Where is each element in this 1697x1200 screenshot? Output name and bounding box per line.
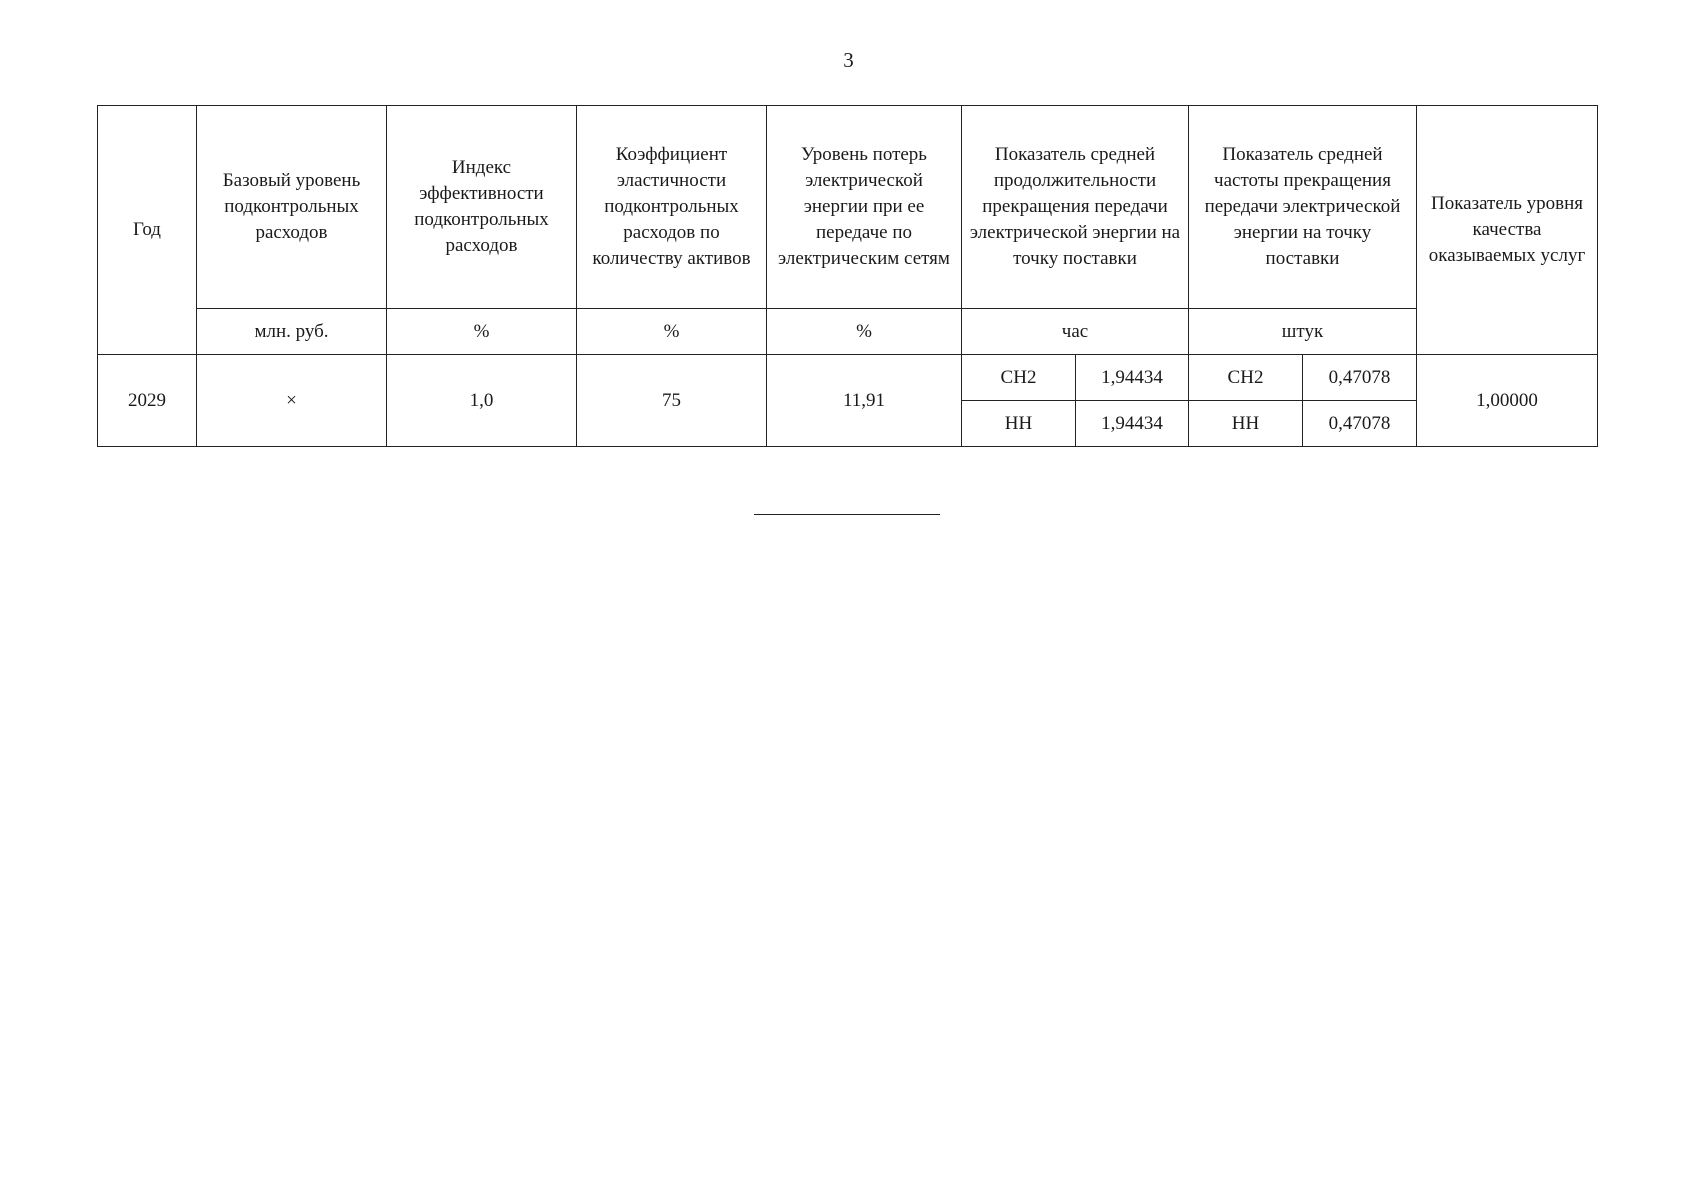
cell-duration-value: 1,94434	[1076, 355, 1189, 401]
cell-elasticity: 75	[577, 355, 767, 447]
page-number: 3	[843, 48, 854, 72]
unit-base-level: млн. руб.	[197, 309, 387, 355]
cell-frequency-value: 0,47078	[1303, 355, 1417, 401]
unit-frequency: штук	[1189, 309, 1417, 355]
header-losses: Уровень потерь электрической энергии при ее передаче по электрическим сетям	[767, 106, 962, 309]
units-row	[98, 309, 1598, 355]
cell-duration-value: 1,94434	[1076, 401, 1189, 447]
header-elasticity: Коэффициент эластичности подконтрольных расходов по количеству активов	[577, 106, 767, 309]
unit-elasticity: %	[577, 309, 767, 355]
cell-duration-level: НН	[962, 401, 1076, 447]
unit-duration: час	[962, 309, 1189, 355]
header-frequency: Показатель средней частоты прекращения передачи электрической энергии на точку поставки	[1189, 106, 1417, 309]
closing-rule	[754, 514, 940, 515]
cell-base-level: ×	[197, 355, 387, 447]
header-year: Год	[98, 106, 197, 355]
unit-efficiency-index: %	[387, 309, 577, 355]
header-quality: Показатель уровня качества оказываемых услуг	[1417, 106, 1598, 355]
header-efficiency-index: Индекс эффективности подконтрольных расходов	[387, 106, 577, 309]
cell-year: 2029	[98, 355, 197, 447]
cell-frequency-level: СН2	[1189, 355, 1303, 401]
header-row	[98, 106, 1598, 309]
unit-losses: %	[767, 309, 962, 355]
cell-efficiency-index: 1,0	[387, 355, 577, 447]
indicators-table	[97, 105, 1598, 447]
header-duration: Показатель средней продолжительности прекращения передачи электрической энергии на точку поставки	[962, 106, 1189, 309]
header-base-level: Базовый уровень подконтрольных расходов	[197, 106, 387, 309]
cell-duration-level: СН2	[962, 355, 1076, 401]
cell-quality: 1,00000	[1417, 355, 1598, 447]
cell-frequency-value: 0,47078	[1303, 401, 1417, 447]
cell-frequency-level: НН	[1189, 401, 1303, 447]
table-row	[98, 355, 1598, 401]
cell-losses: 11,91	[767, 355, 962, 447]
